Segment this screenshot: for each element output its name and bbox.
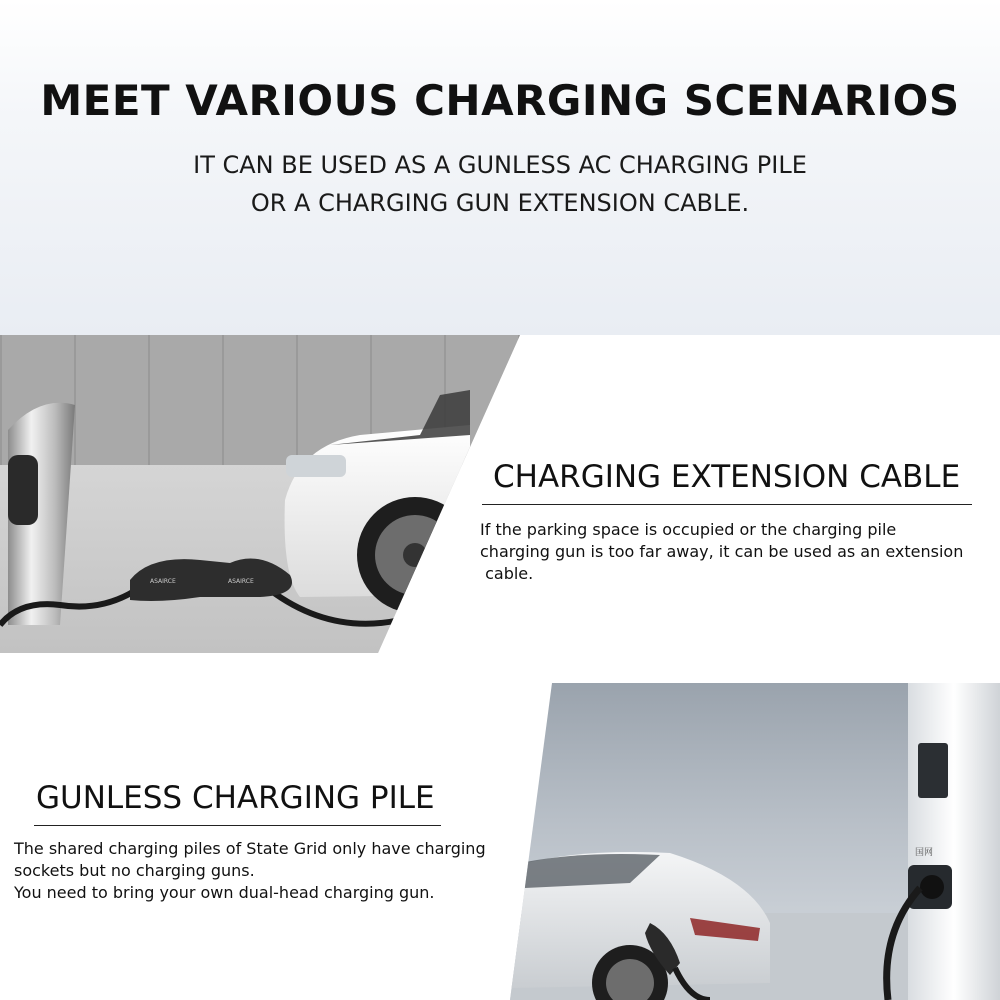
- charging-pile: [908, 683, 1000, 1000]
- charging-gun-connector: [130, 559, 292, 601]
- description-line: The shared charging piles of State Grid only have charging: [14, 839, 486, 858]
- description-line: cable.: [480, 564, 534, 583]
- gunless-pile-heading: GUNLESS CHARGING PILE: [36, 780, 435, 816]
- pile-brand-label: 国网: [915, 848, 934, 858]
- gunless-pile-section: [0, 683, 1000, 1000]
- subtitle-line: OR A CHARGING GUN EXTENSION CABLE.: [250, 189, 750, 217]
- description-line: You need to bring your own dual-head charging gun.: [14, 883, 435, 902]
- subtitle-line: IT CAN BE USED AS A GUNLESS AC CHARGING PILE: [193, 151, 807, 179]
- header-banner: [0, 0, 1000, 335]
- gunless-pile-description: [14, 838, 509, 904]
- charging-pillar: [8, 403, 75, 625]
- heading-underline: [34, 825, 441, 826]
- description-line: sockets but no charging guns.: [14, 861, 255, 880]
- extension-cable-photo: [0, 335, 520, 653]
- page-title: MEET VARIOUS CHARGING SCENARIOS: [40, 76, 960, 125]
- connector-brand-label: ASAIRCE: [228, 578, 254, 585]
- gunless-pile-scene: [510, 683, 1000, 1000]
- silver-sedan: [510, 852, 770, 1000]
- heading-underline: [482, 504, 972, 505]
- extension-cable-scene: [0, 335, 520, 653]
- description-line: If the parking space is occupied or the charging pile: [480, 520, 897, 539]
- white-car: [285, 390, 473, 613]
- extension-cable-heading: CHARGING EXTENSION CABLE: [493, 459, 961, 495]
- extension-cable-description: [480, 519, 995, 585]
- description-line: charging gun is too far away, it can be used as an extension: [480, 542, 964, 561]
- gunless-pile-photo: [510, 683, 1000, 1000]
- extension-cable-section: [0, 335, 1000, 653]
- connector-brand-label: ASAIRCE: [150, 578, 176, 585]
- page-subtitle: [0, 146, 1000, 222]
